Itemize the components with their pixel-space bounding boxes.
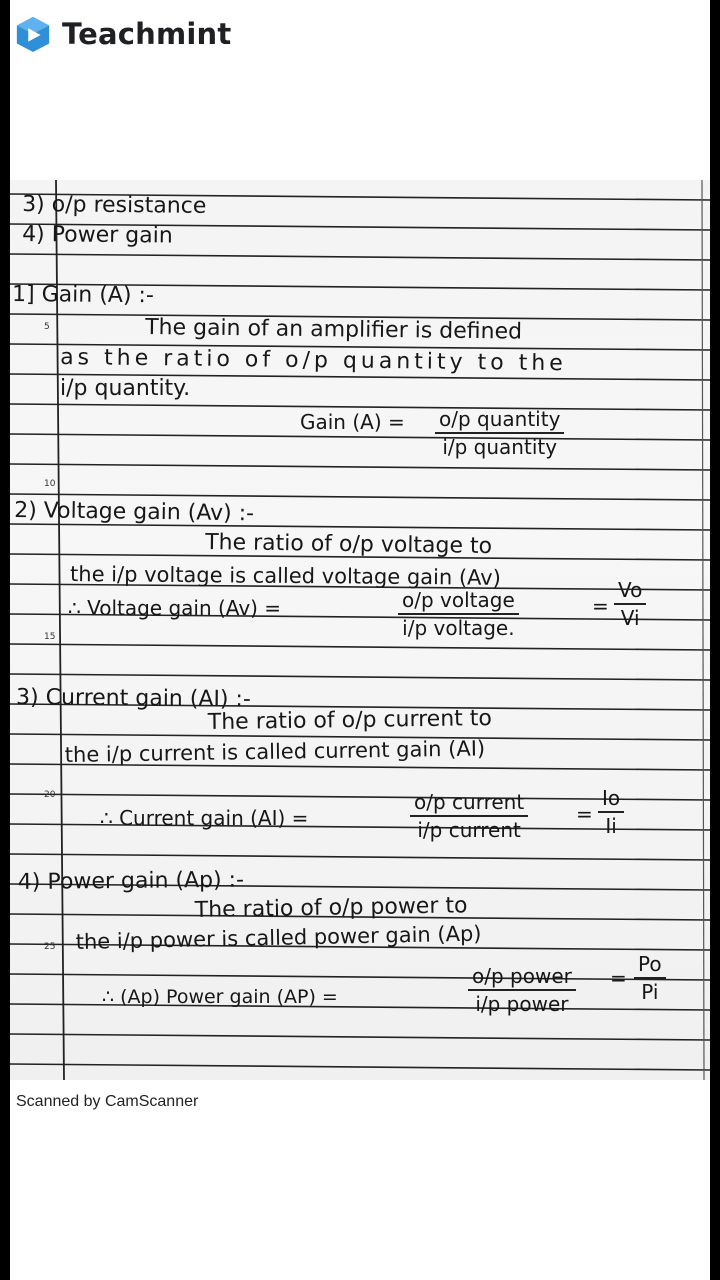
equals-sign: =	[592, 594, 609, 618]
brand-name: Teachmint	[62, 17, 232, 51]
formula-fraction	[468, 964, 576, 1016]
note-line: The ratio of o/p current to	[207, 706, 493, 735]
formula-label: Gain (A) =	[300, 410, 405, 434]
formula-label: ∴ Current gain (AI) =	[100, 806, 309, 830]
formula-denominator: i/p voltage.	[402, 616, 515, 640]
formula-denominator: Vi	[620, 606, 640, 630]
page	[10, 0, 710, 1280]
formula-numerator: o/p quantity	[435, 407, 564, 434]
formula-label: ∴ Voltage gain (Av) =	[68, 596, 282, 620]
note-line: as the ratio of o/p quantity to the	[60, 345, 567, 377]
teachmint-logo-icon	[14, 15, 52, 53]
scanned-notes	[10, 180, 710, 1080]
formula-label: ∴ (Ap) Power gain (AP) =	[102, 986, 338, 1008]
note-line: The gain of an amplifier is defined	[145, 315, 523, 345]
equals-sign: =	[610, 966, 627, 990]
margin-number: 20	[44, 790, 56, 800]
section-heading: 3) Current gain (AI) :-	[16, 685, 251, 713]
brand-header[interactable]	[14, 14, 231, 54]
section-heading: 1] Gain (A) :-	[12, 282, 154, 309]
formula-numerator: o/p power	[468, 964, 576, 991]
formula-numerator: Po	[634, 952, 666, 979]
formula-numerator: Io	[598, 786, 624, 813]
note-line: i/p quantity.	[60, 376, 191, 401]
formula-denominator: i/p power	[475, 992, 569, 1016]
formula-fraction	[634, 952, 666, 1004]
formula-numerator: o/p voltage	[398, 588, 519, 615]
note-line: The ratio of o/p power to	[194, 893, 468, 923]
formula-numerator: o/p current	[410, 790, 528, 817]
margin-number: 15	[44, 632, 56, 642]
note-line: The ratio of o/p voltage to	[205, 530, 493, 560]
formula-denominator: Ii	[605, 814, 617, 838]
margin-number: 10	[44, 479, 56, 489]
note-line: the i/p current is called current gain (AI)	[64, 736, 486, 767]
margin-number: 5	[44, 322, 50, 332]
equals-sign: =	[576, 802, 593, 826]
section-heading: 2) Voltage gain (Av) :-	[14, 498, 255, 527]
formula-fraction	[614, 578, 646, 630]
formula-fraction	[435, 407, 564, 459]
formula-numerator: Vo	[614, 578, 646, 605]
formula-denominator: Pi	[641, 980, 659, 1004]
note-line: 3) o/p resistance	[22, 192, 207, 219]
section-heading: 4) Power gain (Ap) :-	[17, 867, 245, 895]
scanner-watermark: Scanned by CamScanner	[16, 1093, 199, 1110]
formula-denominator: i/p current	[417, 818, 521, 842]
note-line: the i/p power is called power gain (Ap)	[75, 921, 482, 954]
note-line: the i/p voltage is called voltage gain (Av)	[70, 562, 501, 590]
note-line: 4) Power gain	[22, 222, 173, 249]
formula-denominator: i/p quantity	[442, 435, 558, 459]
margin-number: 25	[44, 942, 56, 952]
formula-fraction	[398, 588, 519, 640]
formula-fraction	[410, 790, 528, 842]
formula-fraction	[598, 786, 624, 838]
